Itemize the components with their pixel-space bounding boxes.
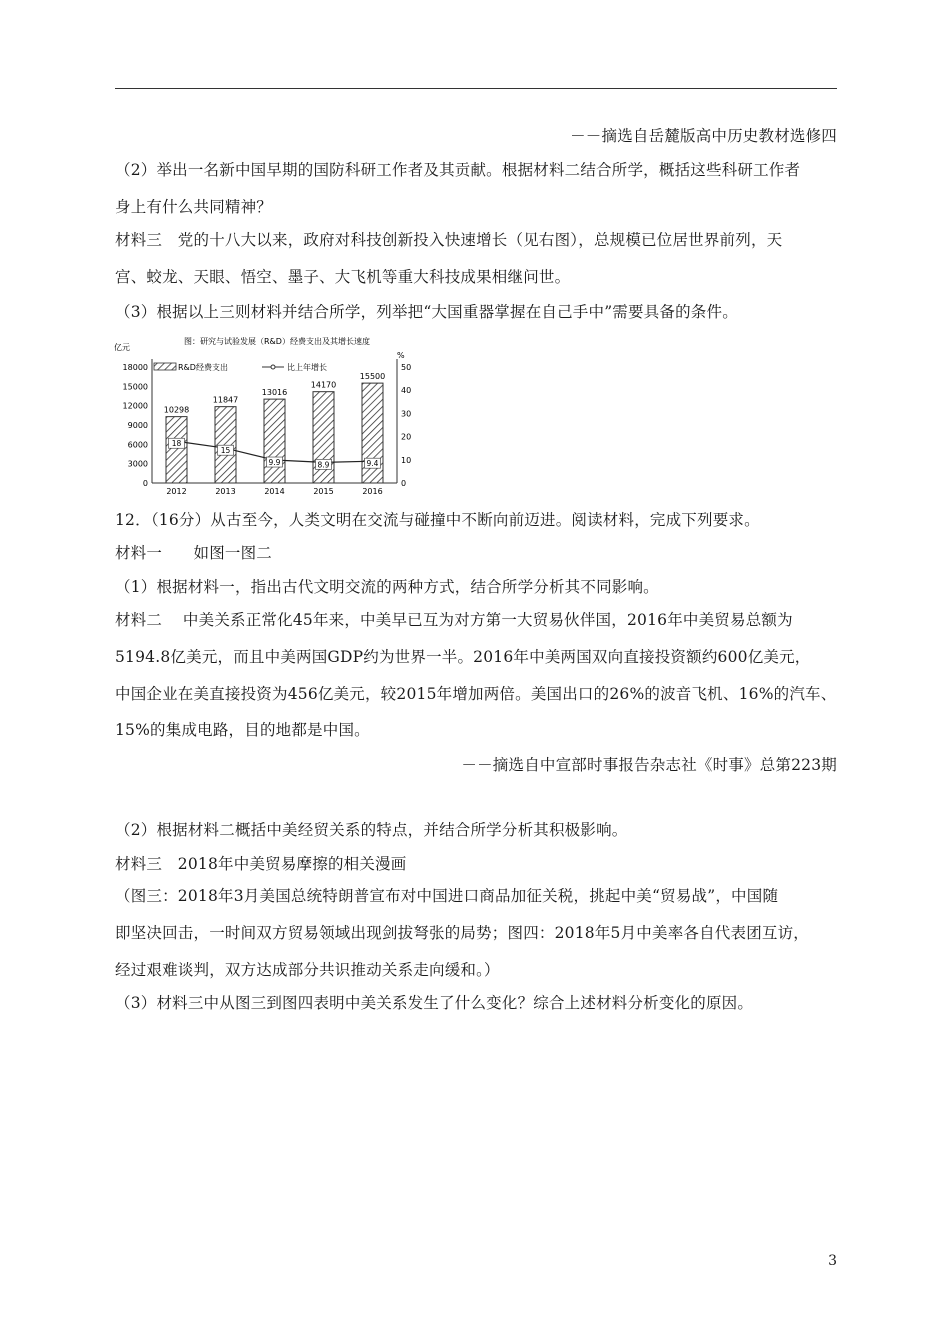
left-tick-label: 18000: [122, 363, 148, 372]
question-12-2: （2）根据材料二概括中美经贸关系的特点，并结合所学分析其积极影响。: [115, 821, 628, 839]
right-tick-label: 50: [401, 363, 412, 372]
x-tick-label: 2012: [166, 487, 187, 496]
right-unit-label: %: [397, 351, 405, 360]
material-3b-line-3: 经过艰难谈判，双方达成部分共识推动关系走向缓和。）: [115, 961, 500, 979]
bar-value-label: 13016: [261, 388, 288, 398]
bar: [215, 407, 236, 483]
bar: [166, 417, 187, 483]
right-tick-label: 20: [401, 432, 412, 442]
right-tick-label: 30: [401, 409, 412, 419]
x-tick-label: 2015: [313, 487, 334, 496]
legend-bar-label: R&D经费支出: [178, 363, 228, 372]
left-tick-label: 0: [142, 479, 148, 488]
header-rule: [115, 88, 837, 89]
source-citation-2: －－摘选自中宣部时事报告杂志社《时事》总第223期: [461, 756, 837, 774]
growth-label: 8.9: [317, 460, 330, 470]
bar-value-label: 15500: [359, 372, 386, 382]
material-3b-line-2: 即坚决回击，一时间双方贸易领域出现剑拔弩张的局势；图四：2018年5月中美率各自代表团互访，: [115, 924, 810, 942]
growth-label: 18: [171, 439, 182, 449]
bar-value-label: 10298: [163, 405, 190, 415]
page-number: 3: [828, 1253, 837, 1269]
material-3b-line-1: （图三：2018年3月美国总统特朗普宣布对中国进口商品加征关税，挑起中美“贸易战”，中国随: [115, 887, 779, 905]
left-tick-label: 6000: [127, 440, 148, 450]
legend-bar-swatch: [154, 363, 176, 370]
left-tick-label: 3000: [127, 459, 148, 469]
material-3b: 材料三 2018年中美贸易摩擦的相关漫画: [115, 855, 407, 873]
rd-expenditure-chart: [112, 330, 412, 505]
left-tick-label: 12000: [122, 401, 148, 411]
legend-line-label: 比上年增长: [287, 363, 327, 372]
growth-label: 9.4: [366, 459, 379, 469]
material-2-line-2: 5194.8亿美元，而且中美两国GDP约为世界一半。2016年中美两国双向直接投资额约600亿美元，: [115, 648, 811, 666]
question-12-3: （3）材料三中从图三到图四表明中美关系发生了什么变化？综合上述材料分析变化的原因。: [115, 994, 754, 1012]
question-12-1: （1）根据材料一，指出古代文明交流的两种方式，结合所学分析其不同影响。: [115, 578, 659, 596]
material-1: 材料一 如图一图二: [115, 544, 273, 562]
right-tick-label: 0: [401, 479, 407, 488]
left-tick-label: 9000: [127, 421, 148, 430]
question-2-line-1: （2）举出一名新中国早期的国防科研工作者及其贡献。根据材料二结合所学，概括这些科研工作者: [115, 161, 801, 179]
x-tick-label: 2016: [362, 487, 383, 496]
source-citation-1: －－摘选自岳麓版高中历史教材选修四: [570, 127, 837, 145]
material-2-line-4: 15%的集成电路，目的地都是中国。: [115, 721, 370, 739]
material-3-line-2: 宫、蛟龙、天眼、悟空、墨子、大飞机等重大科技成果相继问世。: [115, 268, 571, 286]
growth-label: 9.9: [268, 458, 281, 468]
question-12-header: 12．（16分）从古至今，人类文明在交流与碰撞中不断向前迈进。阅读材料，完成下列要求。: [115, 511, 760, 529]
bar: [264, 399, 285, 483]
x-tick-label: 2014: [264, 487, 285, 496]
growth-label: 15: [220, 446, 231, 456]
x-tick-label: 2013: [215, 487, 236, 496]
question-3: （3）根据以上三则材料并结合所学，列举把“大国重器掌握在自己手中”需要具备的条件。: [115, 303, 738, 321]
right-tick-label: 40: [401, 386, 412, 396]
material-2-line-3: 中国企业在美直接投资为456亿美元，较2015年增加两倍。美国出口的26%的波音飞机、16%的汽车、: [115, 685, 837, 703]
material-2-line-1: 材料二 中美关系正常化45年来，中美早已互为对方第一大贸易伙伴国，2016年中美贸易总额为: [115, 611, 793, 629]
right-tick-label: 10: [401, 455, 412, 465]
material-3-line-1: 材料三 党的十八大以来，政府对科技创新投入快速增长（见右图），总规模已位居世界前列，天: [115, 231, 783, 249]
bar-value-label: 11847: [212, 395, 239, 405]
bar-value-label: 14170: [310, 380, 337, 390]
left-tick-label: 15000: [122, 382, 148, 392]
legend: [154, 362, 327, 372]
chart-title: 图：研究与试验发展（R&D）经费支出及其增长速度: [184, 337, 370, 346]
left-unit-label: 亿元: [114, 343, 130, 352]
legend-line-marker: [271, 365, 275, 369]
question-2-line-2: 身上有什么共同精神？: [115, 198, 273, 216]
